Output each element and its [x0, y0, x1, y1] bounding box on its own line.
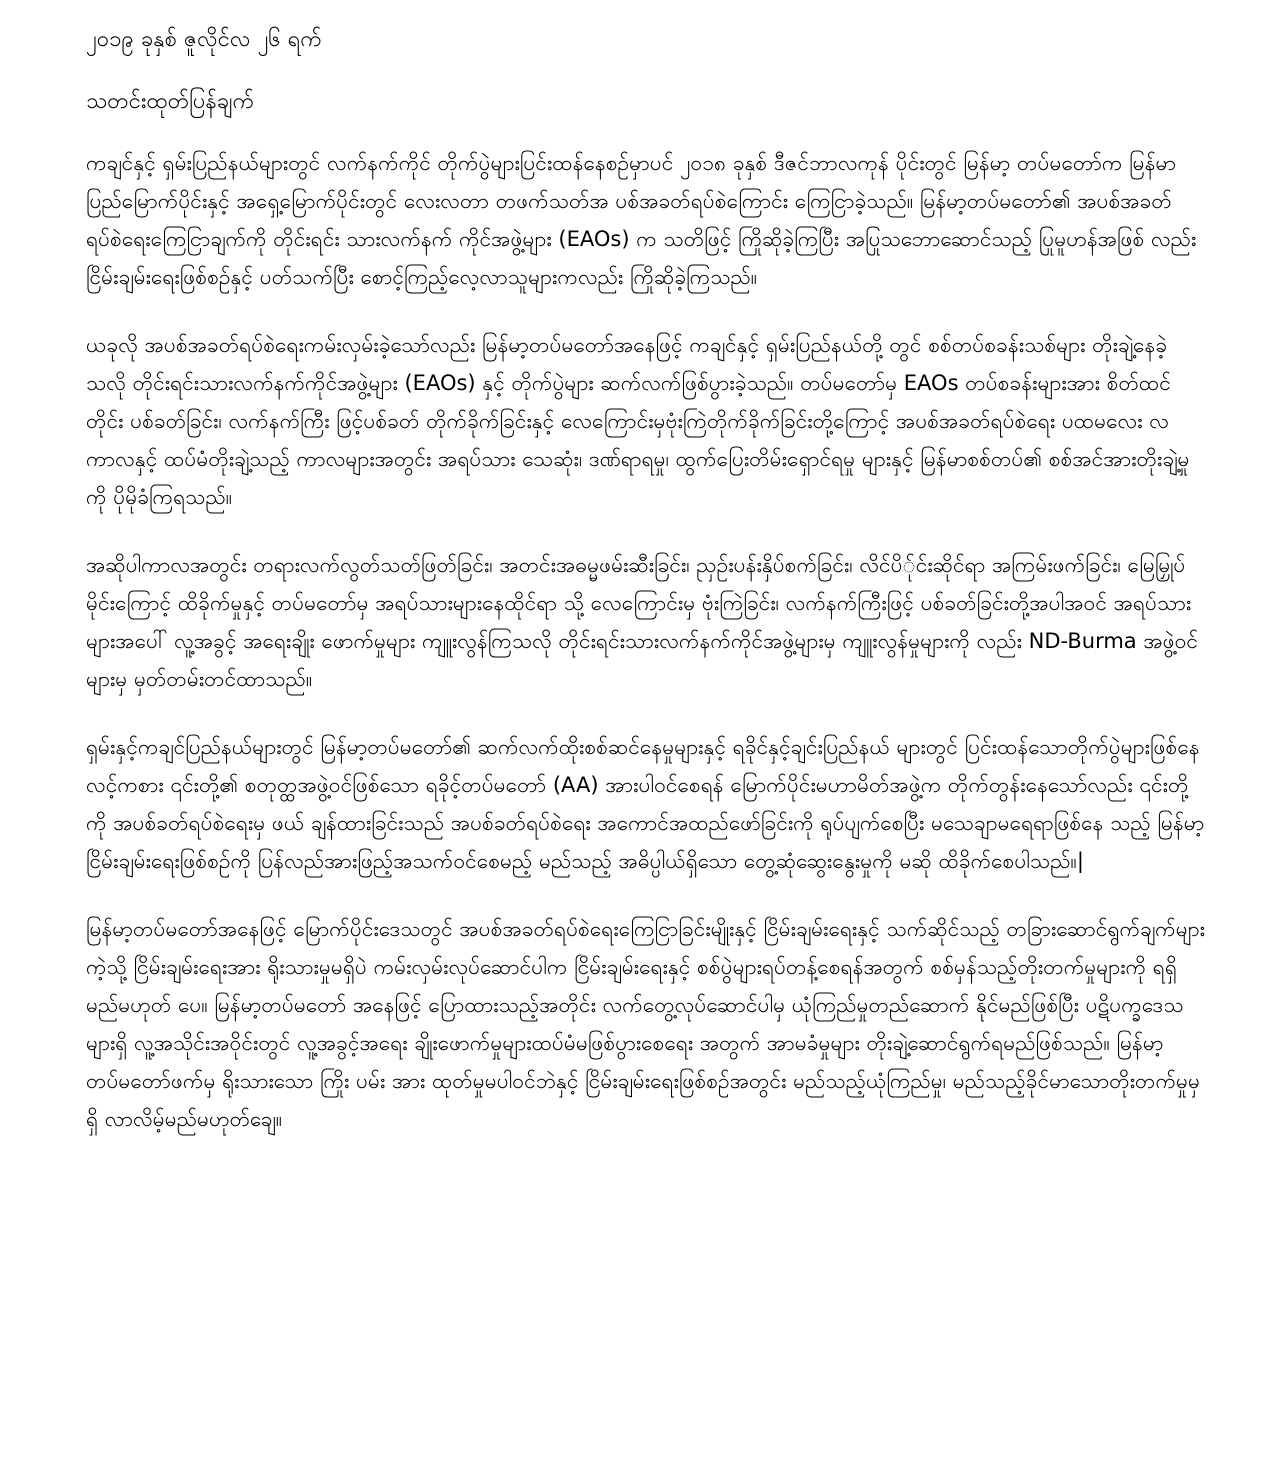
paragraph-4: ရှမ်းနှင့်ကချင်ပြည်နယ်များတွင် မြန်မာ့တပ်မတော်၏ ဆက်လက်ထိုးစစ်ဆင်နေမှုများနှင့် ရခိုင်နှင့်ချင်းပြည်နယ် များတွင် ပြင်းထန်သောတိုက်ပွဲများဖြစ်နေလင့်ကစား ၎င်းတို့၏ စတုတ္ထအဖွဲ့ဝင်ဖြစ်သော ရခိုင့်တပ်မတော် (AA) အားပါဝင်စေရန် မြောက်ပိုင်းမဟာမိတ်အဖွဲ့က တိုက်တွန်းနေသော်လည်း ၎င်းတို့ကို အပစ်ခတ်ရပ်စဲရေးမှ ဖယ် ချန်ထားခြင်းသည် အပစ်ခတ်ရပ်စဲရေး အကောင်အထည်ဖော်ခြင်းကို ရုပ်ပျက်စေပြီး မသေချာမရေရာဖြစ်နေ သည့် မြန်မာ့ငြိမ်းချမ်းရေးဖြစ်စဉ်ကို ပြန်လည်အားဖြည့်အသက်ဝင်စေမည့် မည်သည့် အဓိပ္ပါယ်ရှိသော တွေ့ဆုံဆွေးနွေးမှုကို မဆို ထိခိုက်စေပါသည်။|	[86, 735, 1205, 873]
document-body	[86, 22, 1206, 1168]
document-date: ၂၀၁၉ ခုနှစ် ဇူလိုင်လ ၂၆ ရက်	[86, 27, 322, 52]
paragraph-2: ယခုလို အပစ်အခတ်ရပ်စဲရေးကမ်းလှမ်းခဲ့သော်လည်း မြန်မာ့တပ်မတော်အနေဖြင့် ကချင်နှင့် ရှမ်းပြည်နယ်တို့ တွင် စစ်တပ်စခန်းသစ်များ တိုးချဲ့နေခဲ့သလို တိုင်းရင်းသားလက်နက်ကိုင်အဖွဲ့များ (EAOs) နှင့် တိုက်ပွဲများ ဆက်လက်ဖြစ်ပွားခဲ့သည်။ တပ်မတော်မှ EAOs တပ်စခန်းများအား စိတ်ထင်တိုင်း ပစ်ခတ်ခြင်း၊ လက်နက်ကြီး ဖြင့်ပစ်ခတ် တိုက်ခိုက်ခြင်းနှင့် လေကြောင်းမှဗုံးကြဲတိုက်ခိုက်ခြင်းတို့ကြောင့် အပစ်အခတ်ရပ်စဲရေး ပထမလေး လကာလနှင့် ထပ်မံတိုးချဲ့သည့် ကာလများအတွင်း အရပ်သား သေဆုံး၊ ဒဏ်ရာရမှု၊ ထွက်ပြေးတိမ်းရှောင်ရမှု များနှင့် မြန်မာစစ်တပ်၏ စစ်အင်အားတိုးချဲ့မှုကို ပိုမိုခံကြရသည်။	[86, 333, 1190, 509]
press-release-heading: သတင်းထုတ်ပြန်ချက်	[86, 89, 255, 114]
paragraph-3: အဆိုပါကာလအတွင်း တရားလက်လွတ်သတ်ဖြတ်ခြင်း၊ အတင်းအဓမ္မဖမ်းဆီးခြင်း၊ ညှဉ်းပန်းနှိပ်စက်ခြင်း၊ လိင်ပိ်ုင်းဆိုင်ရာ အကြမ်းဖက်ခြင်း၊ မြေမြှုပ်မိုင်းကြောင့် ထိခိုက်မှုနှင့် တပ်မတော်မှ အရပ်သားများနေထိုင်ရာ သို့ လေကြောင်းမှ ဗုံးကြဲခြင်း၊ လက်နက်ကြီးဖြင့် ပစ်ခတ်ခြင်းတို့အပါအဝင် အရပ်သားများအပေါ် လူ့အခွင့် အရေးချိုး ဖောက်မှုများ ကျူးလွန်ကြသလို တိုင်းရင်းသားလက်နက်ကိုင်အဖွဲ့များမှ ကျူးလွန်မှုများကို လည်း ND-Burma အဖွဲ့ဝင်များမှ မှတ်တမ်းတင်ထာသည်။	[86, 553, 1199, 691]
paragraph-1: ကချင်နှင့် ရှမ်းပြည်နယ်များတွင် လက်နက်ကိုင် တိုက်ပွဲများပြင်းထန်နေစဉ်မှာပင် ၂၀၁၈ ခုနှစ် ဒီဇင်ဘာလကုန် ပိုင်းတွင် မြန်မာ့ တပ်မတော်က မြန်မာပြည်မြောက်ပိုင်းနှင့် အရှေ့မြောက်ပိုင်းတွင် လေးလတာ တဖက်သတ်အ ပစ်အခတ်ရပ်စဲကြောင်း ကြေငြာခဲ့သည်။ မြန်မာ့တပ်မတော်၏ အပစ်အခတ်ရပ်စဲရေးကြေငြာချက်ကို တိုင်းရင်း သားလက်နက် ကိုင်အဖွဲ့များ (EAOs) က သတိဖြင့် ကြိုဆိုခဲ့ကြပြီး အပြုသဘောဆောင်သည့် ပြုမူဟန်အဖြစ် လည်း ငြိမ်းချမ်းရေးဖြစ်စဉ်နှင့် ပတ်သက်ပြီး စောင့်ကြည့်လေ့လာသူများကလည်း ကြိုဆိုခဲ့ကြသည်။	[86, 151, 1197, 289]
paragraph-5: မြန်မာ့တပ်မတော်အနေဖြင့် မြောက်ပိုင်းဒေသတွင် အပစ်အခတ်ရပ်စဲရေးကြေငြာခြင်းမျိုးနှင့် ငြိမ်းချမ်းရေးနှင့် သက်ဆိုင်သည့် တခြားဆောင်ရွက်ချက်များကဲ့သို့ ငြိမ်းချမ်းရေးအား ရိုးသားမှုမရှိပဲ ကမ်းလှမ်းလုပ်ဆောင်ပါက ငြိမ်းချမ်းရေးနှင့် စစ်ပွဲများရပ်တန့်စေရန်အတွက် စစ်မှန်သည့်တိုးတက်မှုများကို ရရှိမည်မဟုတ် ပေ။ မြန်မာ့တပ်မတော် အနေဖြင့် ပြောထားသည့်အတိုင်း လက်တွေ့လုပ်ဆောင်ပါမှ ယုံကြည်မှုတည်ဆောက် နိုင်မည်ဖြစ်ပြီး ပဋိပက္ခဒေသများရှိ လူ့အသိုင်းအဝိုင်းတွင် လူ့အခွင့်အရေး ချိုးဖောက်မှုများထပ်မံမဖြစ်ပွားစေရေး အတွက် အာမခံမှုများ တိုးချဲ့ဆောင်ရွက်ရမည်ဖြစ်သည်။ မြန်မာ့တပ်မတော်ဖက်မှ ရိုးသားသော ကြိုး ပမ်း အား ထုတ်မှုမပါဝင်ဘဲနှင့် ငြိမ်းချမ်းရေးဖြစ်စဉ်အတွင်း မည်သည့်ယုံကြည်မှု၊ မည်သည့်ခိုင်မာသောတိုးတက်မှုမှ ရှိ လာလိမ့်မည်မဟုတ်ချေ။	[86, 917, 1206, 1131]
